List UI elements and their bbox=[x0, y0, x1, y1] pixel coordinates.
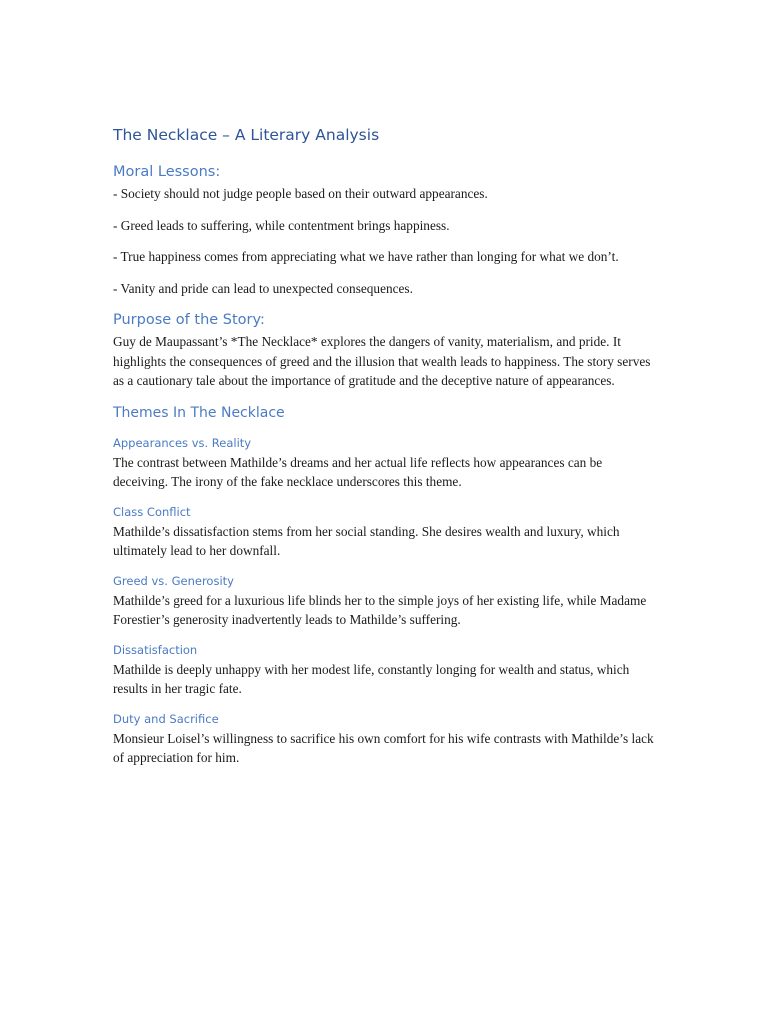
theme-title: Class Conflict bbox=[113, 504, 191, 519]
purpose-paragraph: Guy de Maupassant’s *The Necklace* explores the dangers of vanity, materialism, and pride. It highlights the consequences of greed and the illusion that wealth leads to happiness. The story serves as a cautionary tale about the importance of gratitude and the deceptive nature of appearances. bbox=[113, 334, 651, 388]
theme-title: Dissatisfaction bbox=[113, 642, 198, 657]
moral-lesson-item: - True happiness comes from appreciating what we have rather than longing for what we don’t. bbox=[113, 249, 619, 264]
moral-lesson-item: - Society should not judge people based on their outward appearances. bbox=[113, 186, 488, 201]
theme-title: Appearances vs. Reality bbox=[113, 435, 252, 450]
theme-title: Duty and Sacrifice bbox=[113, 711, 219, 726]
theme-paragraph: The contrast between Mathilde’s dreams and her actual life reflects how appearances can be deceiving. The irony of the fake necklace underscores this theme. bbox=[113, 454, 603, 489]
theme-paragraph: Mathilde’s greed for a luxurious life blinds her to the simple joys of her existing life, while Madame Forestier’s generosity inadvertently leads to Mathilde’s suffering. bbox=[113, 592, 647, 627]
theme-paragraph: Mathilde’s dissatisfaction stems from her social standing. She desires wealth and luxury, which ultimately lead to her downfall. bbox=[113, 523, 620, 558]
purpose-heading: Purpose of the Story: bbox=[113, 312, 265, 328]
document-title: The Necklace – A Literary Analysis bbox=[113, 126, 380, 144]
document-body bbox=[113, 124, 658, 780]
theme-paragraph: Monsieur Loisel’s willingness to sacrifice his own comfort for his wife contrasts with Mathilde’s lack of appreciation for him. bbox=[113, 730, 654, 765]
theme-title: Greed vs. Generosity bbox=[113, 573, 234, 588]
moral-lessons-heading: Moral Lessons: bbox=[113, 164, 221, 180]
themes-heading: Themes In The Necklace bbox=[113, 404, 285, 421]
theme-paragraph: Mathilde is deeply unhappy with her modest life, constantly longing for wealth and status, which results in her tragic fate. bbox=[113, 661, 630, 696]
moral-lesson-item: - Vanity and pride can lead to unexpected consequences. bbox=[113, 280, 413, 296]
moral-lesson-item: - Greed leads to suffering, while contentment brings happiness. bbox=[113, 217, 450, 233]
